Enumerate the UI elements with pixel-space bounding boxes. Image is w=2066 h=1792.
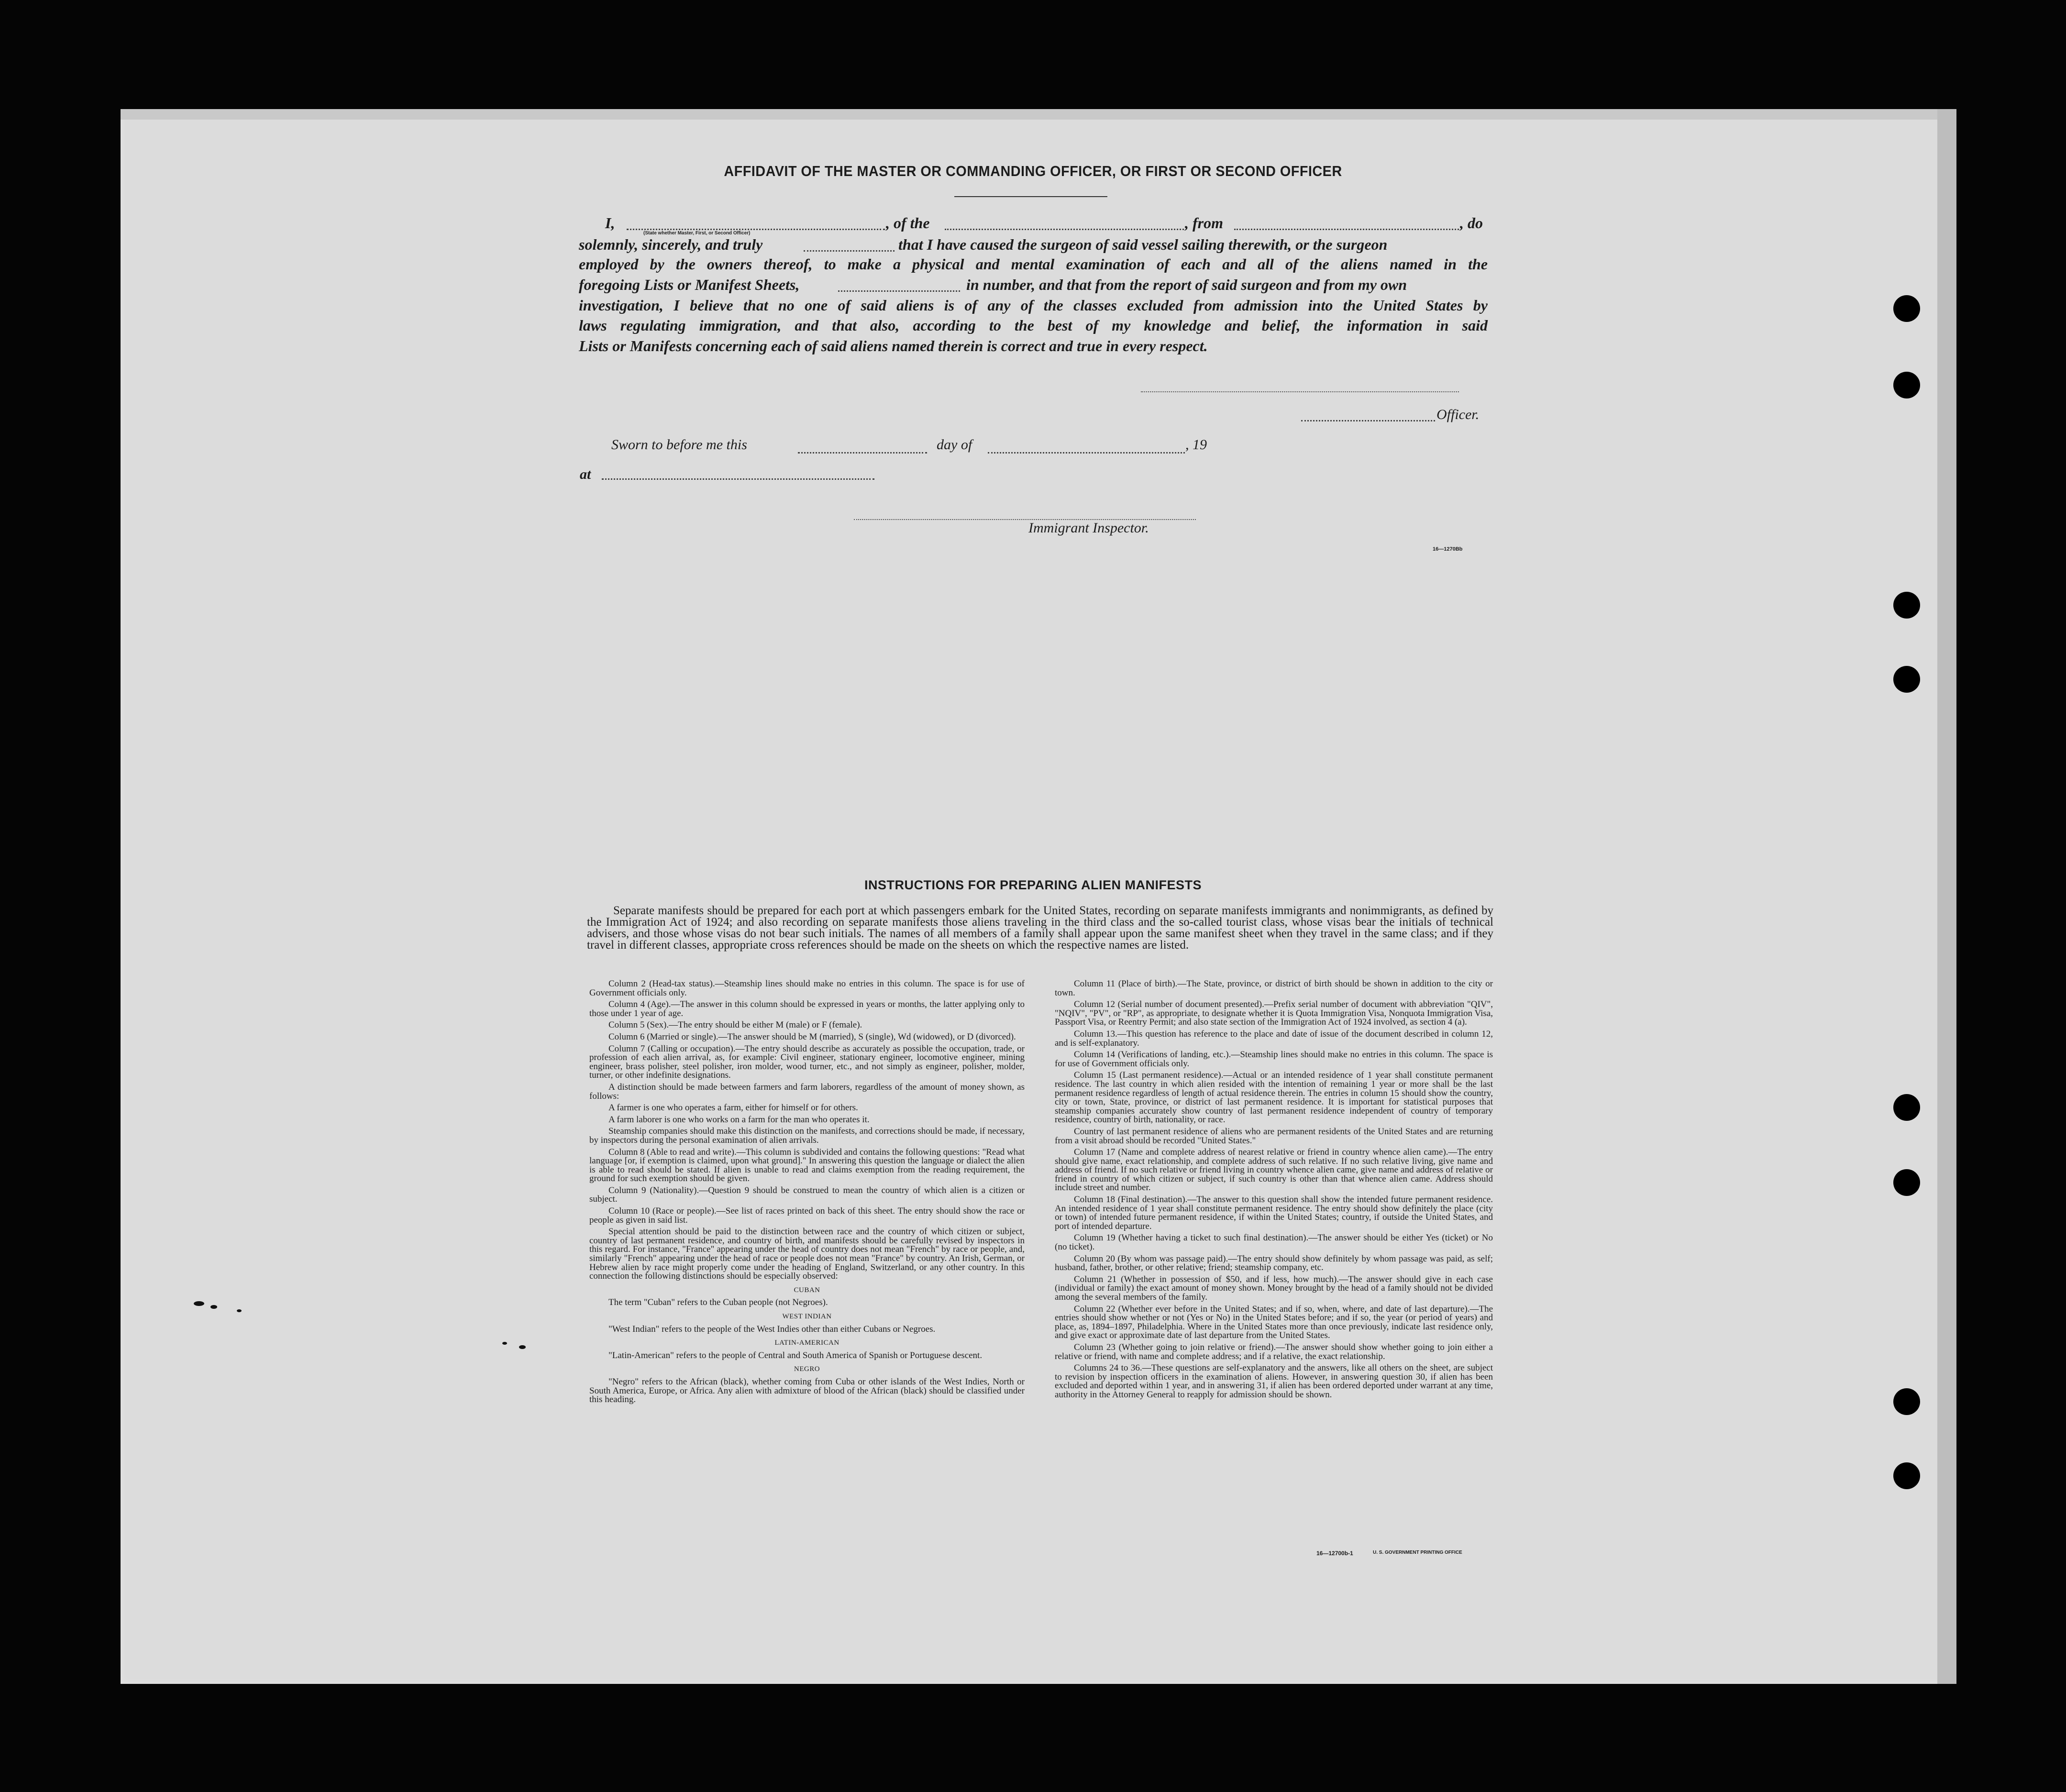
instructions-left-column	[589, 980, 1025, 1407]
line4-end: in number, and that from the report of said surgeon and from my own	[966, 276, 1407, 293]
ink-speck	[237, 1309, 242, 1312]
title-underline	[954, 196, 1107, 197]
affidavit-line5: investigation, I believe that no one of said aliens is of any of the classes excluded from admission into the United States by	[579, 297, 1488, 314]
column-7-note: Column 7 (Calling or occupation).—The entry should describe as accurately as possible the occupation, trade, or profession of each alien arrival, as, for example: Civil engineer, stationary engineer, locomotive engineer, mining engineer, brass polisher, steel polisher, iron molder, wood turner, etc., and not simply as engineer, polisher, molder, turner, or other indefinite designations.	[589, 1043, 1025, 1081]
state-note: (State whether Master, First, or Second Officer)	[643, 231, 751, 236]
column-18-note: Column 18 (Final destination).—The answer to this question shall show the intended future permanent residence. An intended residence of 1 year shall constitute permanent residence. The entry should show definitely the place (city or town) of intended future permanent residence, if within the United States; country, if outside the United States, and port of intended departure.	[1055, 1195, 1493, 1231]
negro-heading: NEGRO	[794, 1365, 820, 1373]
of-the-label: , of the	[886, 214, 930, 232]
column-4-note: Column 4 (Age).—The answer in this column should be expressed in years or months, the latter applying only to those under 1 year of age.	[589, 999, 1025, 1018]
affidavit-form-number: 16—1270Bb	[1433, 546, 1463, 552]
affidavit-title: AFFIDAVIT OF THE MASTER OR COMMANDING OFFICER, OR FIRST OR SECOND OFFICER	[724, 163, 1342, 179]
column-8-note: Column 8 (Able to read and write).—This column is subdivided and contains the following questions: "Read what language [or, if exemption is claimed, upon what ground]." In answering this question the language or dialect the alien is able to read should be stated. If alien is unable to read and claims exemption from the reading requirement, the ground for such exemption should be given.	[589, 1147, 1025, 1184]
latin-american-definition: "Latin-American" refers to the people of Central and South America of Spanish or Portuguese descent.	[608, 1350, 983, 1361]
port-from-field[interactable]	[1234, 229, 1459, 230]
officer-label: Officer.	[1436, 407, 1480, 422]
column-23-note: Column 23 (Whether going to join relative or friend).—The answer should show whether going to join either a relative or friend, with name and complete address; and if a relative, the exact relationship.	[1055, 1342, 1493, 1361]
farm-distinction: A distinction should be made between farmers and farm laborers, regardless of the amount of money shown, as follows:	[589, 1082, 1025, 1101]
column-20-note: Column 20 (By whom was passage paid).—The entry should show definitely by whom passage was paid, as self; husband, father, brother, or other relative; friend; steamship company, etc.	[1055, 1253, 1493, 1273]
cuban-heading: CUBAN	[794, 1286, 820, 1294]
instructions-intro	[587, 905, 1493, 951]
column-19-note: Column 19 (Whether having a ticket to such final destination).—The answer should be either Yes (ticket) or No (no ticket).	[1055, 1233, 1493, 1252]
at-label: at	[580, 466, 591, 482]
line4-start: foregoing Lists or Manifest Sheets,	[579, 276, 800, 293]
column-17-note: Column 17 (Name and complete address of nearest relative or friend in country whence alien came).—The entry should give name, exact relationship, and complete address of such relative. If no such relative living, give name and address of friend. If no such relative or friend living in country whence alien came, give name and address of relative or friend in country of which citizen or subject, if such country is other than that whence alien came. Address should include street and number.	[1055, 1147, 1493, 1193]
ink-speck	[502, 1342, 507, 1345]
column-11-note: Column 11 (Place of birth).—The State, province, or district of birth should be shown in addition to the city or town.	[1055, 979, 1493, 998]
instructions-form-number: 16—12700b-1	[1316, 1550, 1353, 1557]
column-14-note: Column 14 (Verifications of landing, etc.).—Steamship lines should make no entries in this column. The space is for use of Government officials only.	[1055, 1050, 1493, 1069]
day-of-label: day of	[937, 437, 972, 453]
sworn-month-field[interactable]	[988, 452, 1185, 454]
affidavit-line3: employed by the owners thereof, to make a physical and mental examination of each and all of the aliens named in the	[579, 255, 1488, 273]
punch-hole	[1893, 372, 1920, 398]
column-12-note: Column 12 (Serial number of document presented).—Prefix serial number of document with abbreviation "QIV", "NQIV", "PV", or "RP", as appropriate, to designate whether it is Quota Immigration Visa, Nonquota Immigration Visa, Passport Visa, or Reentry Permit; and also state section of the Immigration Act of 1924 involved, as section 4 (a).	[1055, 999, 1493, 1028]
west-indian-definition: "West Indian" refers to the people of the West Indies other than either Cubans or Negroes.	[608, 1324, 936, 1334]
affidavit-line7: Lists or Manifests concerning each of said aliens named therein is correct and true in every respect.	[579, 337, 1208, 354]
sheet-right-edge	[1937, 109, 1956, 1684]
affidavit-line6: laws regulating immigration, and that also, according to the best of my knowledge and belief, the information in said	[579, 317, 1488, 334]
punch-hole	[1893, 666, 1920, 693]
instructions-title: INSTRUCTIONS FOR PREPARING ALIEN MANIFESTS	[864, 878, 1202, 892]
from-label: , from	[1185, 214, 1223, 232]
columns-24-36-note: Columns 24 to 36.—These questions are self-explanatory and the answers, like all others on the sheet, are subject to revision by inspection officers in the examination of aliens. However, in answering question 30, if alien has been excluded and deported within 1 year, and in answering 31, if alien has been ordered deported under warrant at any time, authority in the Attorney General to reapply for admission should be shown.	[1055, 1363, 1493, 1400]
ink-speck	[194, 1301, 204, 1306]
sworn-place-field[interactable]	[602, 478, 874, 480]
farm-corrections-note: Steamship companies should make this distinction on the manifests, and corrections should be made, if necessary, by inspectors during the personal examination of alien arrivals.	[589, 1126, 1025, 1145]
swear-field[interactable]	[804, 250, 895, 252]
intro-paragraph: Separate manifests should be prepared for each port at which passengers embark for the United States, recording on separate manifests immigrants and nonimmigrants, as defined by the Immigration Act of 1924; and also recording on separate manifests those aliens traveling in the third class and the so-called tourist class, whose visas bear the initials of technical advisers, and those whose visas do not bear such initials. The names of all members of a family shall appear upon the same manifest sheet when they travel in the same class; and if they travel in different classes, appropriate cross references should be made on the sheets on which the respective names are listed.	[587, 904, 1493, 951]
column-21-note: Column 21 (Whether in possession of $50, and if less, how much).—The answer should give in each case (individual or family) the exact amount of money shown. Money brought by the head of a family should not be divided among the several members of the family.	[1055, 1274, 1493, 1302]
column-10-note: Column 10 (Race or people).—See list of races printed on back of this sheet. The entry should show the race or people as given in said list.	[589, 1206, 1025, 1225]
column-22-note: Column 22 (Whether ever before in the United States; and if so, when, where, and date of last departure).—The entries should show whether or not (Yes or No) in the United States before; and if so, the year (or period of years) and place, as, 1894–1897, Philadelphia. Where in the United States more than once previously, indicate last residence only, and give exact or approximate date of last departure from the United States.	[1055, 1304, 1493, 1341]
officer-title-field[interactable]	[1301, 420, 1435, 421]
sheet-count-field[interactable]	[838, 290, 960, 292]
signature-line[interactable]	[1141, 391, 1459, 392]
punch-hole	[1893, 1388, 1920, 1415]
column-15-note: Column 15 (Last permanent residence).—Actual or an intended residence of 1 year shall constitute permanent residence. The last country in which alien resided with the intention of remaining 1 year or more shall be the last permanent residence regardless of length of actual residence therein. The entries in column 15 should show the country, city or town, State, province, or district of last permanent residence. It is important for statistical purposes that steamship companies accurately show country of last permanent residence independent of country of temporary residence, country of birth, nationality, or race.	[1055, 1070, 1493, 1125]
column-15-returning-note: Country of last permanent residence of aliens who are permanent residents of the United States and are returning from a visit abroad should be recorded "United States."	[1055, 1126, 1493, 1146]
column-13-note: Column 13.—This question has reference to the place and date of issue of the document described in column 12, and is self-explanatory.	[1055, 1029, 1493, 1048]
punch-hole	[1893, 1462, 1920, 1489]
inspector-label: Immigrant Inspector.	[1028, 520, 1149, 536]
column-5-note: Column 5 (Sex).—The entry should be either M (male) or F (female).	[608, 1020, 862, 1030]
punch-hole	[1893, 1094, 1920, 1121]
officer-rank-field[interactable]	[627, 229, 885, 230]
column-9-note: Column 9 (Nationality).—Question 9 should be construed to mean the country of which alien is a citizen or subject.	[589, 1185, 1025, 1205]
farm-laborer-definition: A farm laborer is one who works on a farm for the man who operates it.	[608, 1114, 870, 1125]
ink-speck	[519, 1345, 526, 1349]
year-label: , 19	[1185, 437, 1207, 453]
farmer-definition: A farmer is one who operates a farm, either for himself or for others.	[608, 1103, 858, 1113]
i-label: I,	[605, 214, 615, 232]
punch-hole	[1893, 1169, 1920, 1196]
sworn-day-field[interactable]	[798, 452, 927, 454]
west-indian-heading: WEST INDIAN	[782, 1313, 832, 1320]
sheet-top-edge	[121, 109, 1956, 120]
vessel-name-field[interactable]	[945, 229, 1184, 230]
latin-american-heading: LATIN-AMERICAN	[774, 1339, 840, 1347]
ink-speck	[210, 1305, 217, 1309]
do-label: , do	[1460, 214, 1483, 232]
printer-line: U. S. GOVERNMENT PRINTING OFFICE	[1373, 1550, 1462, 1555]
punch-hole	[1893, 295, 1920, 322]
instructions-right-column	[1055, 980, 1493, 1403]
column-6-note: Column 6 (Married or single).—The answer should be M (married), S (single), Wd (widowed), or D (divorced).	[608, 1031, 1016, 1042]
cuban-definition: The term "Cuban" refers to the Cuban people (not Negroes).	[608, 1297, 828, 1308]
line2-start: solemnly, sincerely, and truly	[579, 236, 763, 253]
negro-definition: "Negro" refers to the African (black), whether coming from Cuba or other islands of the West Indies, North or South America, Europe, or Africa. Any alien with admixture of blood of the African (black) should be classified under this heading.	[589, 1376, 1025, 1405]
sworn-label: Sworn to before me this	[611, 437, 747, 453]
special-attention-note: Special attention should be paid to the distinction between race and the country of which citizen or subject, country of last permanent residence, and country of birth, and manifests should be carefully revised by inspectors in this regard. For instance, "France" appearing under the head of country does not mean "French" by race or people, and, similarly "French" appearing under the head of race or people does not mean "France" by country. An Irish, German, or Hebrew alien by race might properly come under the heading of England, Switzerland, or any other country. In this connection the following distinctions should be especially observed:	[589, 1227, 1025, 1282]
column-2-note: Column 2 (Head-tax status).—Steamship lines should make no entries in this column. The space is for use of Government officials only.	[589, 979, 1025, 998]
punch-hole	[1893, 592, 1920, 619]
line2-end: that I have caused the surgeon of said vessel sailing therewith, or the surgeon	[898, 236, 1388, 253]
